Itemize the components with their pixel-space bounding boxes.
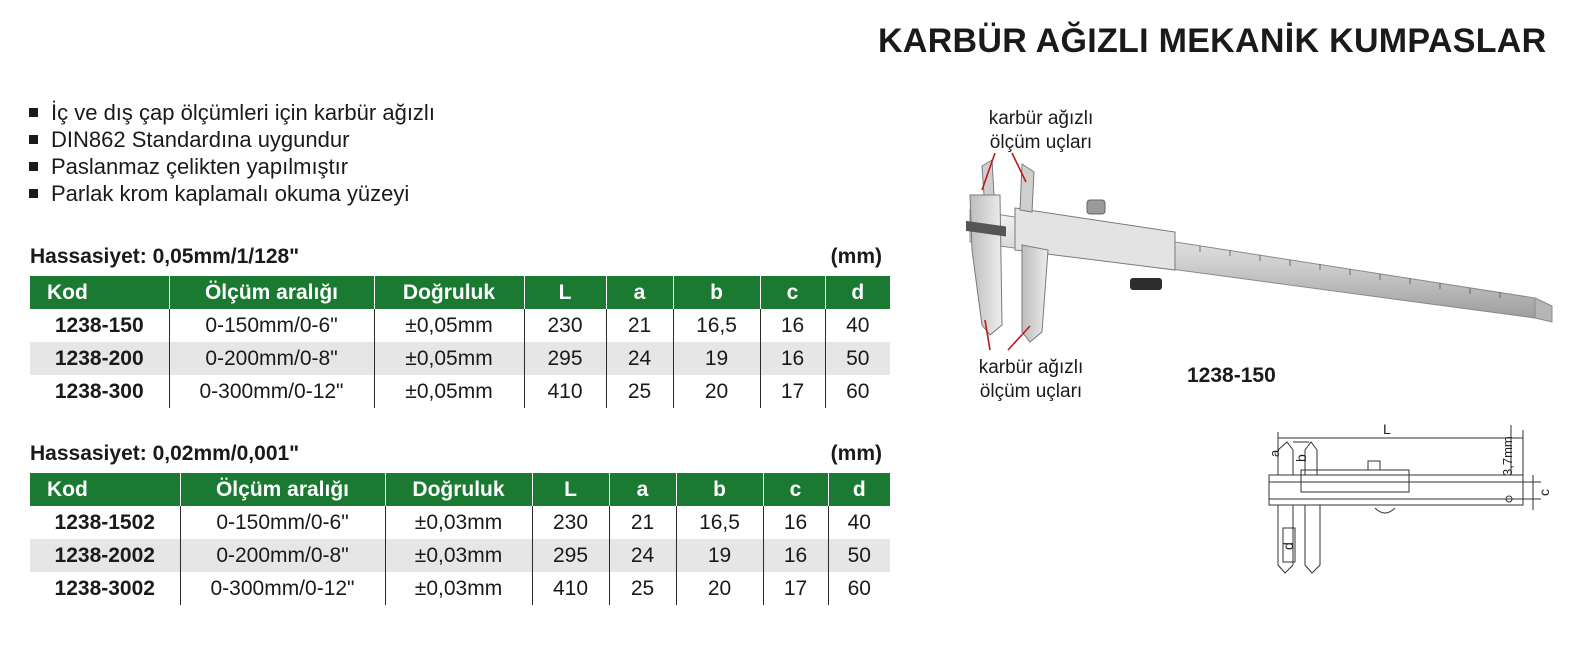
cell-accuracy: ±0,03mm xyxy=(385,572,532,605)
col-header-b: b xyxy=(673,276,760,309)
cell-L: 410 xyxy=(524,375,606,408)
col-header-range: Ölçüm aralığı xyxy=(169,276,374,309)
callout-leader-lines xyxy=(930,140,1060,360)
table-row xyxy=(30,572,890,605)
cell-L: 410 xyxy=(532,572,609,605)
dim-label-L: L xyxy=(1383,421,1391,437)
cell-c: 16 xyxy=(763,539,828,572)
callout-line: ölçüm uçları xyxy=(989,132,1093,153)
bullet-square-icon xyxy=(29,189,38,198)
cell-b: 19 xyxy=(673,342,760,375)
dim-label-a: a xyxy=(1267,449,1282,457)
cell-code: 1238-2002 xyxy=(30,539,180,572)
cell-range: 0-150mm/0-6" xyxy=(180,506,385,539)
cell-a: 25 xyxy=(606,375,673,408)
callout-line: karbür ağızlı xyxy=(988,108,1094,129)
cell-accuracy: ±0,03mm xyxy=(385,539,532,572)
precision-heading: Hassasiyet: 0,05mm/1/128" xyxy=(30,245,300,268)
feature-text: DIN862 Standardına uygundur xyxy=(51,127,350,152)
col-header-accuracy: Doğruluk xyxy=(385,473,532,506)
table-row xyxy=(30,342,890,375)
cell-d: 40 xyxy=(828,506,890,539)
cell-d: 60 xyxy=(828,572,890,605)
cell-accuracy: ±0,03mm xyxy=(385,506,532,539)
feature-text: Parlak krom kaplamalı okuma yüzeyi xyxy=(51,181,410,206)
feature-list xyxy=(26,99,435,207)
feature-text: Paslanmaz çelikten yapılmıştır xyxy=(51,154,349,179)
col-header-code: Kod xyxy=(30,276,169,309)
callout-bottom xyxy=(956,356,1106,404)
cell-a: 21 xyxy=(609,506,676,539)
cell-b: 16,5 xyxy=(676,506,763,539)
cell-b: 20 xyxy=(673,375,760,408)
cell-range: 0-300mm/0-12" xyxy=(169,375,374,408)
table-row xyxy=(30,309,890,342)
cell-d: 50 xyxy=(825,342,890,375)
callout-line: ölçüm uçları xyxy=(979,381,1083,402)
cell-c: 16 xyxy=(760,309,825,342)
cell-c: 17 xyxy=(763,572,828,605)
cell-L: 230 xyxy=(532,506,609,539)
cell-code: 1238-150 xyxy=(30,309,169,342)
table-row xyxy=(30,375,890,408)
bullet-square-icon xyxy=(29,108,38,117)
cell-a: 24 xyxy=(609,539,676,572)
feature-item xyxy=(26,153,435,180)
cell-b: 19 xyxy=(676,539,763,572)
precision-heading: Hassasiyet: 0,02mm/0,001" xyxy=(30,442,300,465)
cell-code: 1238-3002 xyxy=(30,572,180,605)
col-header-b: b xyxy=(676,473,763,506)
feature-item xyxy=(26,126,435,153)
callout-line: karbür ağızlı xyxy=(978,357,1084,378)
col-header-code: Kod xyxy=(30,473,180,506)
unit-label: (mm) xyxy=(830,245,882,268)
table-header-row xyxy=(30,473,890,506)
spec-table-2 xyxy=(30,473,890,605)
cell-d: 60 xyxy=(825,375,890,408)
col-header-L: L xyxy=(524,276,606,309)
caliper-dimension-diagram xyxy=(1265,420,1580,585)
dim-label-b: b xyxy=(1293,454,1309,462)
dim-label-thickness: 3,7mm xyxy=(1500,436,1515,476)
table-2-heading-row xyxy=(30,442,882,466)
cell-c: 16 xyxy=(760,342,825,375)
cell-a: 25 xyxy=(609,572,676,605)
col-header-d: d xyxy=(828,473,890,506)
col-header-c: c xyxy=(760,276,825,309)
feature-item xyxy=(26,180,435,207)
col-header-range: Ölçüm aralığı xyxy=(180,473,385,506)
spec-table-1 xyxy=(30,276,890,408)
page-title: KARBÜR AĞIZLI MEKANİK KUMPASLAR xyxy=(878,22,1547,60)
cell-code: 1238-1502 xyxy=(30,506,180,539)
dim-label-c: c xyxy=(1536,489,1552,496)
cell-c: 16 xyxy=(763,506,828,539)
cell-range: 0-200mm/0-8" xyxy=(169,342,374,375)
feature-item xyxy=(26,99,435,126)
col-header-accuracy: Doğruluk xyxy=(374,276,524,309)
table-header-row xyxy=(30,276,890,309)
product-model-label: 1238-150 xyxy=(1187,364,1276,387)
table-row xyxy=(30,539,890,572)
cell-code: 1238-200 xyxy=(30,342,169,375)
cell-L: 295 xyxy=(524,342,606,375)
cell-accuracy: ±0,05mm xyxy=(374,342,524,375)
table-row xyxy=(30,506,890,539)
unit-label: (mm) xyxy=(830,442,882,465)
cell-accuracy: ±0,05mm xyxy=(374,309,524,342)
cell-L: 295 xyxy=(532,539,609,572)
cell-code: 1238-300 xyxy=(30,375,169,408)
col-header-a: a xyxy=(606,276,673,309)
cell-range: 0-200mm/0-8" xyxy=(180,539,385,572)
cell-a: 24 xyxy=(606,342,673,375)
col-header-a: a xyxy=(609,473,676,506)
cell-range: 0-150mm/0-6" xyxy=(169,309,374,342)
bullet-square-icon xyxy=(29,162,38,171)
bullet-square-icon xyxy=(29,135,38,144)
cell-c: 17 xyxy=(760,375,825,408)
col-header-c: c xyxy=(763,473,828,506)
cell-b: 16,5 xyxy=(673,309,760,342)
col-header-L: L xyxy=(532,473,609,506)
col-header-d: d xyxy=(825,276,890,309)
cell-a: 21 xyxy=(606,309,673,342)
cell-L: 230 xyxy=(524,309,606,342)
cell-range: 0-300mm/0-12" xyxy=(180,572,385,605)
cell-d: 50 xyxy=(828,539,890,572)
cell-d: 40 xyxy=(825,309,890,342)
cell-accuracy: ±0,05mm xyxy=(374,375,524,408)
dim-label-d: d xyxy=(1280,542,1296,550)
table-1-heading-row xyxy=(30,245,882,269)
feature-text: İç ve dış çap ölçümleri için karbür ağızlı xyxy=(51,100,435,125)
cell-b: 20 xyxy=(676,572,763,605)
